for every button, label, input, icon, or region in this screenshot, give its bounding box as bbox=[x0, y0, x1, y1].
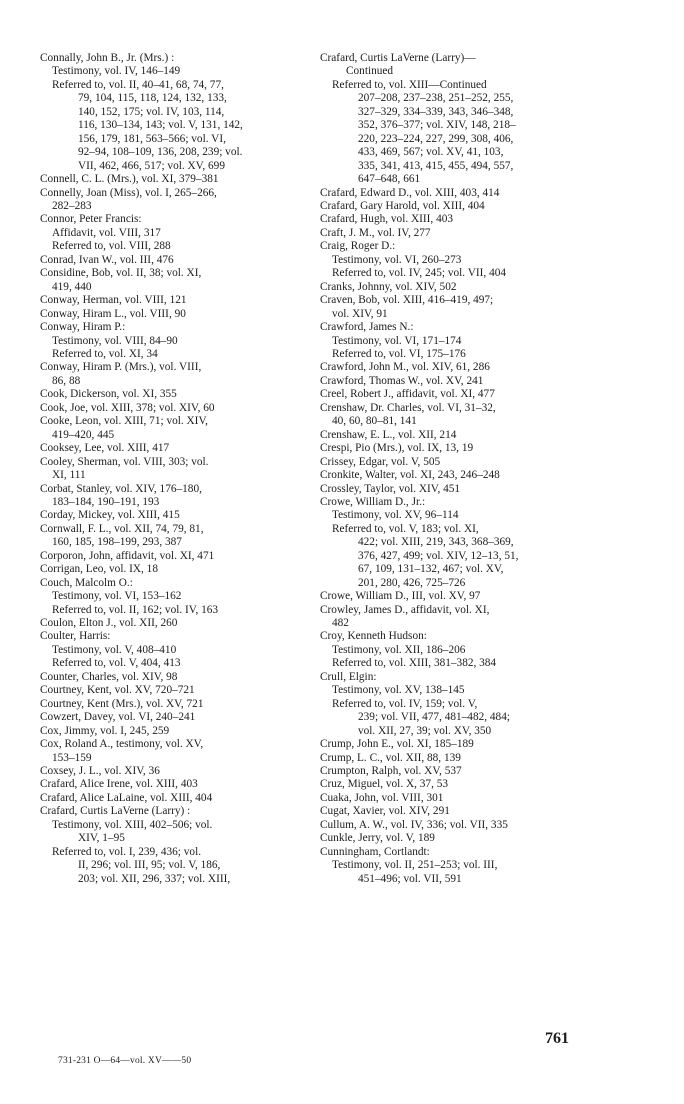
index-entry: Cooke, Leon, vol. XIII, 71; vol. XIV, bbox=[40, 415, 208, 428]
index-entry: Considine, Bob, vol. II, 38; vol. XI, bbox=[40, 267, 202, 280]
index-subentry: Testimony, vol. V, 408–410 bbox=[52, 643, 177, 656]
index-entry: Cook, Dickerson, vol. XI, 355 bbox=[40, 388, 177, 401]
index-entry: Creel, Robert J., affidavit, vol. XI, 477 bbox=[320, 388, 495, 401]
index-subentry: Referred to, vol. XIII, 381–382, 384 bbox=[332, 657, 497, 670]
index-subentry: Affidavit, vol. VIII, 317 bbox=[52, 226, 161, 239]
index-entry: Crawford, John M., vol. XIV, 61, 286 bbox=[320, 361, 490, 374]
index-entry: Conway, Hiram P.: bbox=[40, 321, 126, 334]
index-subentry: 422; vol. XIII, 219, 343, 368–369, bbox=[358, 536, 514, 549]
index-entry: Crowe, William D., Jr.: bbox=[320, 495, 426, 508]
index-subentry: 203; vol. XII, 296, 337; vol. XIII, bbox=[78, 872, 231, 885]
index-subentry: Referred to, vol. V, 183; vol. XI, bbox=[332, 522, 479, 535]
index-entry: Conway, Hiram P. (Mrs.), vol. VIII, bbox=[40, 361, 202, 374]
index-subentry: 207–208, 237–238, 251–252, 255, bbox=[358, 92, 514, 105]
index-entry: Crowley, James D., affidavit, vol. XI, bbox=[320, 603, 490, 616]
index-subentry: Testimony, vol. IV, 146–149 bbox=[52, 65, 181, 78]
footer-printing-code: 731-231 O—64—vol. XV——50 bbox=[58, 1056, 192, 1066]
index-entry: Cugat, Xavier, vol. XIV, 291 bbox=[320, 805, 450, 818]
index-entry: Cooley, Sherman, vol. VIII, 303; vol. bbox=[40, 455, 209, 468]
index-subentry: 433, 469, 567; vol. XV, 41, 103, bbox=[358, 146, 504, 159]
index-subentry: 482 bbox=[332, 617, 349, 630]
index-entry: Coxsey, J. L., vol. XIV, 36 bbox=[40, 765, 160, 778]
index-subentry: 86, 88 bbox=[52, 374, 81, 387]
index-subentry: vol. XIV, 91 bbox=[332, 307, 388, 320]
index-entry: Cullum, A. W., vol. IV, 336; vol. VII, 335 bbox=[320, 818, 508, 831]
index-subentry: 156, 179, 181, 563–566; vol. VI, bbox=[78, 132, 226, 145]
index-entry: Cunkle, Jerry, vol. V, 189 bbox=[320, 832, 435, 845]
index-entry: Cowzert, Davey, vol. VI, 240–241 bbox=[40, 711, 196, 724]
index-subentry: 40, 60, 80–81, 141 bbox=[332, 415, 417, 428]
index-entry: Conrad, Ivan W., vol. III, 476 bbox=[40, 253, 174, 266]
index-subentry: Referred to, vol. XI, 34 bbox=[52, 347, 158, 360]
index-subentry: Referred to, vol. IV, 245; vol. VII, 404 bbox=[332, 267, 507, 280]
index-entry: Crenshaw, Dr. Charles, vol. VI, 31–32, bbox=[320, 401, 496, 414]
index-entry: Corrigan, Leo, vol. IX, 18 bbox=[40, 563, 158, 576]
index-subentry: 153–159 bbox=[52, 751, 92, 764]
index-entry: Craven, Bob, vol. XIII, 416–419, 497; bbox=[320, 294, 494, 307]
index-entry: Connelly, Joan (Miss), vol. I, 265–266, bbox=[40, 186, 217, 199]
index-subentry: 160, 185, 198–199, 293, 387 bbox=[52, 536, 182, 549]
index-subentry: Testimony, vol. XV, 96–114 bbox=[332, 509, 459, 522]
index-entry: Cornwall, F. L., vol. XII, 74, 79, 81, bbox=[40, 522, 204, 535]
index-subentry: Continued bbox=[346, 65, 394, 78]
index-entry: Crenshaw, E. L., vol. XII, 214 bbox=[320, 428, 457, 441]
index-entry: Cox, Jimmy, vol. I, 245, 259 bbox=[40, 724, 170, 737]
index-subentry: Referred to, vol. IV, 159; vol. V, bbox=[332, 697, 478, 710]
index-entry: Craft, J. M., vol. IV, 277 bbox=[320, 226, 431, 239]
index-entry: Crump, L. C., vol. XII, 88, 139 bbox=[320, 751, 461, 764]
index-subentry: 451–496; vol. VII, 591 bbox=[358, 872, 462, 885]
index-subentry: 220, 223–224, 227, 299, 308, 406, bbox=[358, 132, 514, 145]
index-entry: Coulon, Elton J., vol. XII, 260 bbox=[40, 617, 178, 630]
index-entry: Crafard, Alice LaLaine, vol. XIII, 404 bbox=[40, 791, 213, 804]
index-entry: Cunningham, Cortlandt: bbox=[320, 845, 430, 858]
index-entry: Counter, Charles, vol. XIV, 98 bbox=[40, 670, 178, 683]
index-entry: Croy, Kenneth Hudson: bbox=[320, 630, 427, 643]
index-entry: Couch, Malcolm O.: bbox=[40, 576, 133, 589]
index-entry: Crull, Elgin: bbox=[320, 670, 377, 683]
index-entry: Courtney, Kent (Mrs.), vol. XV, 721 bbox=[40, 697, 204, 710]
index-entry: Conway, Hiram L., vol. VIII, 90 bbox=[40, 307, 186, 320]
index-subentry: Referred to, vol. II, 162; vol. IV, 163 bbox=[52, 603, 219, 616]
index-subentry: 352, 376–377; vol. XIV, 148, 218– bbox=[358, 119, 516, 132]
index-column-left bbox=[40, 52, 292, 886]
index-entry: Courtney, Kent, vol. XV, 720–721 bbox=[40, 684, 195, 697]
index-entry: Cooksey, Lee, vol. XIII, 417 bbox=[40, 442, 170, 455]
index-subentry: Referred to, vol. VIII, 288 bbox=[52, 240, 171, 253]
index-subentry: Testimony, vol. XII, 186–206 bbox=[332, 643, 466, 656]
index-entry: Crespi, Pio (Mrs.), vol. IX, 13, 19 bbox=[320, 442, 474, 455]
index-entry: Cox, Roland A., testimony, vol. XV, bbox=[40, 738, 204, 751]
index-entry: Connor, Peter Francis: bbox=[40, 213, 142, 226]
index-entry: Cranks, Johnny, vol. XIV, 502 bbox=[320, 280, 457, 293]
index-subentry: XIV, 1–95 bbox=[78, 832, 125, 845]
index-entry: Connally, John B., Jr. (Mrs.) : bbox=[40, 52, 175, 64]
index-entry: Corbat, Stanley, vol. XIV, 176–180, bbox=[40, 482, 202, 495]
index-entry: Crossley, Taylor, vol. XIV, 451 bbox=[320, 482, 461, 495]
index-entry: Cruz, Miguel, vol. X, 37, 53 bbox=[320, 778, 449, 791]
index-subentry: 419–420, 445 bbox=[52, 428, 115, 441]
index-subentry: Testimony, vol. XV, 138–145 bbox=[332, 684, 465, 697]
index-entry: Crawford, James N.: bbox=[320, 321, 414, 334]
index-subentry: Referred to, vol. II, 40–41, 68, 74, 77, bbox=[52, 78, 224, 91]
index-entry: Crafard, Curtis LaVerne (Larry)— bbox=[320, 52, 476, 64]
index-subentry: 201, 280, 426, 725–726 bbox=[358, 576, 466, 589]
index-subentry: 376, 427, 499; vol. XIV, 12–13, 51, bbox=[358, 549, 519, 562]
index-subentry: Referred to, vol. I, 239, 436; vol. bbox=[52, 845, 202, 858]
index-subentry: Testimony, vol. VI, 171–174 bbox=[332, 334, 462, 347]
index-entry: Conway, Herman, vol. VIII, 121 bbox=[40, 294, 187, 307]
index-entry: Crafard, Gary Harold, vol. XIII, 404 bbox=[320, 199, 485, 212]
index-entry: Crowe, William D., III, vol. XV, 97 bbox=[320, 590, 481, 603]
index-entry: Crawford, Thomas W., vol. XV, 241 bbox=[320, 374, 484, 387]
index-subentry: vol. XII, 27, 39; vol. XV, 350 bbox=[358, 724, 492, 737]
index-entry: Crafard, Alice Irene, vol. XIII, 403 bbox=[40, 778, 198, 791]
index-column-right bbox=[320, 52, 572, 886]
index-subentry: 67, 109, 131–132, 467; vol. XV, bbox=[358, 563, 504, 576]
index-subentry: Testimony, vol. VI, 153–162 bbox=[52, 590, 182, 603]
index-entry: Crumpton, Ralph, vol. XV, 537 bbox=[320, 765, 462, 778]
index-entry: Crafard, Curtis LaVerne (Larry) : bbox=[40, 805, 191, 818]
index-subentry: Referred to, vol. VI, 175–176 bbox=[332, 347, 466, 360]
index-subentry: 239; vol. VII, 477, 481–482, 484; bbox=[358, 711, 510, 724]
index-subentry: XI, 111 bbox=[52, 469, 86, 482]
page-number: 761 bbox=[545, 1030, 569, 1047]
index-entry: Crump, John E., vol. XI, 185–189 bbox=[320, 738, 474, 751]
index-subentry: Referred to, vol. XIII—Continued bbox=[332, 78, 487, 91]
index-subentry: 92–94, 108–109, 136, 208, 239; vol. bbox=[78, 146, 243, 159]
index-entry: Coulter, Harris: bbox=[40, 630, 111, 643]
index-subentry: II, 296; vol. III, 95; vol. V, 186, bbox=[78, 859, 221, 872]
index-subentry: 183–184, 190–191, 193 bbox=[52, 495, 160, 508]
index-entry: Corporon, John, affidavit, vol. XI, 471 bbox=[40, 549, 215, 562]
index-entry: Crafard, Edward D., vol. XIII, 403, 414 bbox=[320, 186, 500, 199]
index-subentry: 140, 152, 175; vol. IV, 103, 114, bbox=[78, 105, 225, 118]
index-entry: Crissey, Edgar, vol. V, 505 bbox=[320, 455, 441, 468]
index-entry: Connell, C. L. (Mrs.), vol. XI, 379–381 bbox=[40, 173, 219, 186]
index-subentry: 116, 130–134, 143; vol. V, 131, 142, bbox=[78, 119, 243, 132]
index-subentry: 327–329, 334–339, 343, 346–348, bbox=[358, 105, 514, 118]
index-subentry: 419, 440 bbox=[52, 280, 92, 293]
index-subentry: Referred to, vol. V, 404, 413 bbox=[52, 657, 181, 670]
index-entry: Cronkite, Walter, vol. XI, 243, 246–248 bbox=[320, 469, 500, 482]
index-subentry: Testimony, vol. VI, 260–273 bbox=[332, 253, 462, 266]
index-subentry: 335, 341, 413, 415, 455, 494, 557, bbox=[358, 159, 514, 172]
index-subentry: 79, 104, 115, 118, 124, 132, 133, bbox=[78, 92, 227, 105]
index-subentry: Testimony, vol. VIII, 84–90 bbox=[52, 334, 178, 347]
index-entry: Corday, Mickey, vol. XIII, 415 bbox=[40, 509, 180, 522]
index-subentry: Testimony, vol. XIII, 402–506; vol. bbox=[52, 818, 213, 831]
index-subentry: 647–648, 661 bbox=[358, 173, 421, 186]
index-subentry: 282–283 bbox=[52, 199, 92, 212]
index-entry: Cuaka, John, vol. VIII, 301 bbox=[320, 791, 444, 804]
index-subentry: VII, 462, 466, 517; vol. XV, 699 bbox=[78, 159, 225, 172]
index-entry: Crafard, Hugh, vol. XIII, 403 bbox=[320, 213, 454, 226]
index-entry: Craig, Roger D.: bbox=[320, 240, 396, 253]
index-entry: Cook, Joe, vol. XIII, 378; vol. XIV, 60 bbox=[40, 401, 215, 414]
index-subentry: Testimony, vol. II, 251–253; vol. III, bbox=[332, 859, 498, 872]
